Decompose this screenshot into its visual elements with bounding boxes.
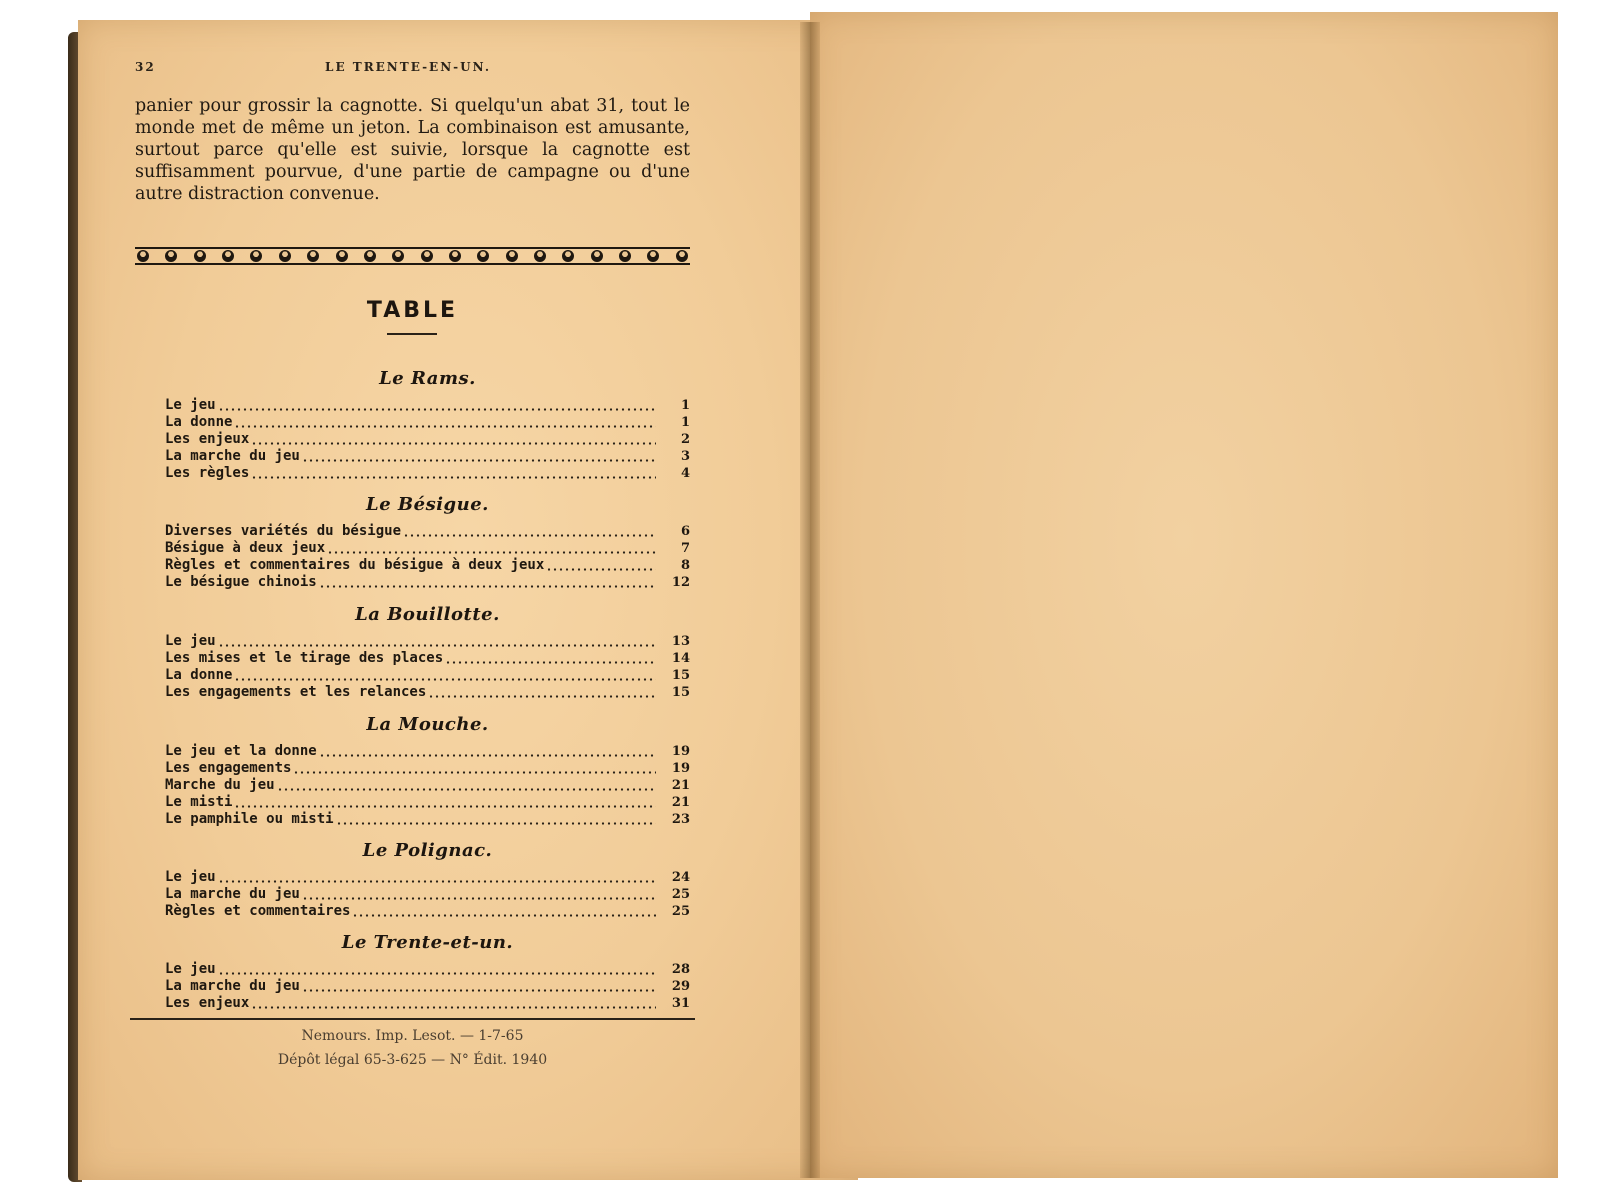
- page-header: [135, 60, 690, 80]
- toc-entry: La marche du jeu 25: [165, 886, 690, 902]
- toc-entry: Marche du jeu 21: [165, 777, 690, 793]
- section-besigue: [165, 494, 690, 591]
- toc-entry: La donne 15: [165, 667, 690, 683]
- toc-entry: Le pamphile ou misti 23: [165, 811, 690, 827]
- toc-entry: La donne 1: [165, 414, 690, 430]
- toc-entry: Diverses variétés du bésigue 6: [165, 523, 690, 539]
- ornamental-divider: [135, 247, 690, 265]
- imprint-line-2: Dépôt légal 65-3-625 — N° Édit. 1940: [277, 1052, 548, 1068]
- section-bouillotte: [165, 604, 690, 701]
- body-paragraph: panier pour grossir la cagnotte. Si quelqu'un abat 31, tout le monde met de même un jeton. La combinaison est amusante, surtout parce qu'elle est suivie, lorsque la cagnotte est suffisamment pourvue, d'une partie de campagne ou d'une autre distraction convenue.: [135, 96, 690, 204]
- toc-entry: Le jeu 1: [165, 397, 690, 413]
- section-polignac: [165, 840, 690, 920]
- section-trente-et-un: [165, 932, 690, 1012]
- toc-entry: Le jeu 28: [165, 961, 690, 977]
- imprint-line-1: Nemours. Imp. Lesot. — 1-7-65: [301, 1028, 524, 1044]
- toc-entry: Les enjeux 2: [165, 431, 690, 447]
- toc-entry: Le jeu 13: [165, 633, 690, 649]
- section-mouche: [165, 714, 690, 828]
- section-title: Le Trente-et-un.: [341, 932, 514, 953]
- toc-entry: Les règles 4: [165, 465, 690, 481]
- toc-entry: Les enjeux 31: [165, 995, 690, 1011]
- toc-entry: La marche du jeu 29: [165, 978, 690, 994]
- section-title: Le Rams.: [379, 368, 476, 389]
- section-title: Le Polignac.: [362, 840, 493, 861]
- section-title: La Mouche.: [366, 714, 489, 735]
- section-rams: [165, 368, 690, 482]
- toc-entry: Bésigue à deux jeux 7: [165, 540, 690, 556]
- toc-entry: Le jeu et la donne 19: [165, 743, 690, 759]
- section-title: Le Bésigue.: [366, 494, 489, 515]
- right-page-blank: [810, 12, 1558, 1178]
- toc-entry: La marche du jeu 3: [165, 448, 690, 464]
- toc-entry: Les engagements 19: [165, 760, 690, 776]
- toc-entry: Les mises et le tirage des places 14: [165, 650, 690, 666]
- toc-entry: Règles et commentaires 25: [165, 903, 690, 919]
- toc-entry: Règles et commentaires du bésigue à deux jeux 8: [165, 557, 690, 573]
- toc-entry: Le misti 21: [165, 794, 690, 810]
- page-number: 32: [135, 60, 156, 74]
- section-title: La Bouillotte.: [355, 604, 500, 625]
- book-gutter: [800, 22, 820, 1178]
- title-underline: [387, 333, 437, 335]
- running-head: LE TRENTE-EN-UN.: [325, 60, 491, 74]
- toc-entry: Le bésigue chinois 12: [165, 574, 690, 590]
- footer-rule: [130, 1018, 695, 1020]
- toc-entry: Le jeu 24: [165, 869, 690, 885]
- table-title: TABLE: [366, 298, 459, 323]
- toc-entry: Les engagements et les relances 15: [165, 684, 690, 700]
